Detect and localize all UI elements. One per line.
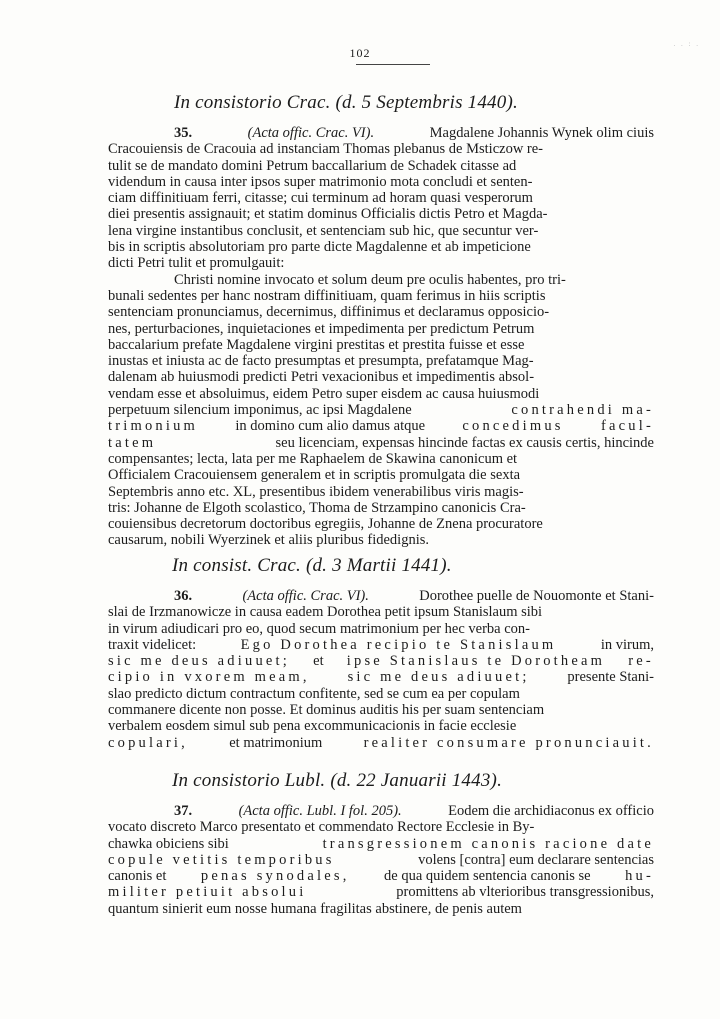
text-line [108, 718, 654, 734]
entry-37 [108, 803, 654, 917]
text-segment: in virum, [600, 636, 654, 653]
spaced-text: transgressionem canonis racione date [322, 835, 654, 852]
text-segment: Dorothee puelle de Nouomonte et Stani- [419, 588, 654, 604]
source-citation: (Acta offic. Lubl. I fol. 205). [238, 803, 402, 819]
spaced-text: penas synodales, [200, 868, 350, 885]
source-citation: (Acta offic. Crac. VI). [247, 125, 375, 141]
entry-35 [108, 125, 654, 549]
text-segment: nes, perturbaciones, inquietaciones et impedimenta per predictum Petrum [108, 320, 535, 337]
text-segment: lena virgine instantibus conclusit, et sentenciam sub hic, que secuntur ver- [108, 222, 539, 239]
text-line [108, 141, 654, 157]
entry-number: 36. [174, 588, 193, 604]
text-segment: slao predicto dictum contractum confitente, sed se cum ea per copulam [108, 685, 520, 702]
spaced-text: cipio in vxorem meam, [108, 669, 310, 686]
text-line [108, 686, 654, 702]
text-line [108, 435, 654, 451]
spaced-text: Ego Dorothea recipio te Stanislaum [240, 636, 557, 653]
text-line [108, 353, 654, 369]
text-line [108, 451, 654, 467]
text-line [108, 158, 654, 174]
spaced-text: ipse Stanislaus te Dorotheam [346, 653, 606, 670]
spaced-text: contrahendi ma- [511, 402, 654, 419]
text-segment: Officialem Cracouiensem generalem et in scriptis promulgata die sexta [108, 467, 521, 484]
text-line [108, 386, 654, 402]
spaced-text: sic me deus adiuuet; [347, 669, 530, 686]
spaced-text: tatem [108, 434, 157, 451]
text-line [108, 836, 654, 852]
text-line [108, 239, 654, 255]
text-segment: perpetuum silencium imponimus, ac ipsi Magdalene [108, 402, 412, 419]
text-line [108, 321, 654, 337]
text-line [108, 653, 654, 669]
text-line [108, 255, 654, 271]
text-segment: verbalem eosdem simul sub pena excommunicacionis in facie ecclesie [108, 718, 517, 735]
spaced-text: hu- [625, 868, 654, 885]
text-segment: in domino cum alio damus atque [235, 418, 426, 435]
section-heading-36: In consist. Crac. (d. 3 Martii 1441). [172, 555, 452, 576]
spaced-text: militer petiuit absolui [108, 884, 307, 901]
text-segment: couiensibus decretorum doctoribus egregiis, Johanne de Znena procuratore [108, 516, 543, 533]
text-segment: Magdalene Johannis Wynek olim ciuis [429, 125, 654, 141]
spaced-text: concedimus [462, 418, 564, 435]
entry-number: 37. [174, 803, 193, 819]
text-line [108, 901, 654, 917]
text-line [108, 402, 654, 418]
text-line [108, 125, 654, 141]
section-heading-35: In consistorio Crac. (d. 5 Septembris 1440). [174, 92, 518, 113]
text-segment: volens [contra] eum declarare sentencias [418, 851, 654, 868]
text-segment: quantum sinierit eum nosse humana fragilitas abstinere, de penis autem [108, 900, 522, 917]
text-segment: diei presentis assignauit; et statim dominus Officialis dictis Petro et Magda- [108, 206, 548, 223]
spaced-text: copule vetitis temporibus [108, 851, 335, 868]
text-segment: bis in scriptis absolutoriam pro parte dicte Magdalenne et ab impeticione [108, 239, 531, 256]
text-segment: et matrimonium [229, 734, 323, 751]
text-line [108, 484, 654, 500]
text-line [108, 174, 654, 190]
text-segment: chawka obiciens sibi [108, 835, 229, 852]
text-line [108, 190, 654, 206]
text-segment: tris: Johanne de Elgoth scolastico, Thoma de Strzampino canonicis Cra- [108, 499, 526, 516]
text-segment: traxit videlicet: [108, 636, 197, 653]
spaced-text: trimonium [108, 418, 199, 435]
text-segment: baccalarium prefate Magdalene virgini prestitas et prestita fuisse et esse [108, 336, 525, 353]
text-line [108, 516, 654, 532]
text-line [108, 500, 654, 516]
text-segment: slai de Irzmanowicze in causa eadem Dorothea petit ipsum Stanislaum sibi [108, 604, 543, 621]
text-line [108, 369, 654, 385]
text-segment: dicti Petri tulit et promulgauit: [108, 255, 285, 272]
page-number: 102 [349, 46, 371, 60]
text-segment: tulit se de mandato domini Petrum baccallarium de Schadek citasse ad [108, 157, 517, 174]
spaced-text: re- [628, 653, 654, 670]
text-segment: dalenam ab huiusmodi predicti Petri vexacionibus et impedimentis absol- [108, 369, 535, 386]
text-segment: Cracouiensis de Cracouia ad instanciam Thomas plebanus de Msticzow re- [108, 141, 544, 158]
margin-note: . . : . [673, 40, 700, 48]
text-line [108, 532, 654, 548]
text-line [108, 621, 654, 637]
spaced-text: realiter consumare pronunciauit. [363, 734, 654, 751]
text-line [108, 702, 654, 718]
text-line [108, 418, 654, 434]
text-line [108, 803, 654, 819]
section-heading-37: In consistorio Lubl. (d. 22 Januarii 1443). [172, 770, 503, 791]
text-line [108, 206, 654, 222]
text-line [108, 304, 654, 320]
text-line [108, 288, 654, 304]
spaced-text: sic me deus adiuuet; [108, 653, 290, 670]
text-segment: de qua quidem sentencia canonis se [384, 868, 591, 885]
text-line [108, 588, 654, 604]
text-line [108, 852, 654, 868]
text-line [108, 223, 654, 239]
text-segment: ciam diffinitiuam ferri, citasse; cui terminum ad horam quasi vesperorum [108, 190, 533, 207]
text-segment: causarum, nobili Wyerzinek et aliis pluribus fidedignis. [108, 532, 430, 549]
text-line [108, 868, 654, 884]
text-segment: et [313, 653, 324, 670]
text-line [108, 735, 654, 751]
text-segment: compensantes; lecta, lata per me Raphaelem de Skawina canonicum et [108, 450, 518, 467]
text-segment: seu licenciam, expensas hincinde factas ex causis certis, hincinde [275, 434, 654, 451]
page-number-rule [356, 64, 430, 65]
text-segment: canonis et [108, 868, 167, 885]
text-segment: vocato discreto Marco presentato et commendato Rectore Ecclesie in By- [108, 819, 535, 836]
entry-number: 35. [174, 125, 193, 141]
text-segment: inustas et iniusta ac de facto presumptas et presumpta, prefatamque Mag- [108, 353, 534, 370]
spaced-text: copulari, [108, 734, 188, 751]
text-line [108, 819, 654, 835]
text-segment: Septembris anno etc. XL, presentibus ibidem venerabilibus viris magis- [108, 483, 524, 500]
text-segment: in virum adiudicari pro eo, quod secum matrimonium per hec verba con- [108, 620, 530, 637]
text-line [108, 637, 654, 653]
text-line [108, 272, 654, 288]
source-citation: (Acta offic. Crac. VI). [242, 588, 369, 604]
text-segment: Eodem die archidiaconus ex officio [448, 803, 654, 819]
text-line [108, 669, 654, 685]
entry-36 [108, 588, 654, 751]
text-segment: promittens ab vlterioribus transgressionibus, [396, 884, 654, 901]
text-line [108, 604, 654, 620]
text-segment: Christi nomine invocato et solum deum pre oculis habentes, pro tri- [174, 271, 566, 288]
text-line [108, 337, 654, 353]
text-segment: commanere dicente non posse. Et dominus auditis his per suam sentenciam [108, 702, 545, 719]
spaced-text: facul- [600, 418, 654, 435]
text-segment: bunali sedentes per hanc nostram diffinitiuam, quam ferimus in hiis scriptis [108, 287, 546, 304]
text-line [108, 884, 654, 900]
text-segment: videndum in causa inter ipsos super matrimonio mota concludi et senten- [108, 173, 533, 190]
text-segment: sentenciam pronunciamus, decernimus, diffinimus et declaramus opposicio- [108, 304, 550, 321]
text-segment: presente Stani- [567, 669, 654, 686]
text-segment: vendam esse et absoluimus, eidem Petro super eisdem ac causa huiusmodi [108, 385, 540, 402]
text-line [108, 467, 654, 483]
